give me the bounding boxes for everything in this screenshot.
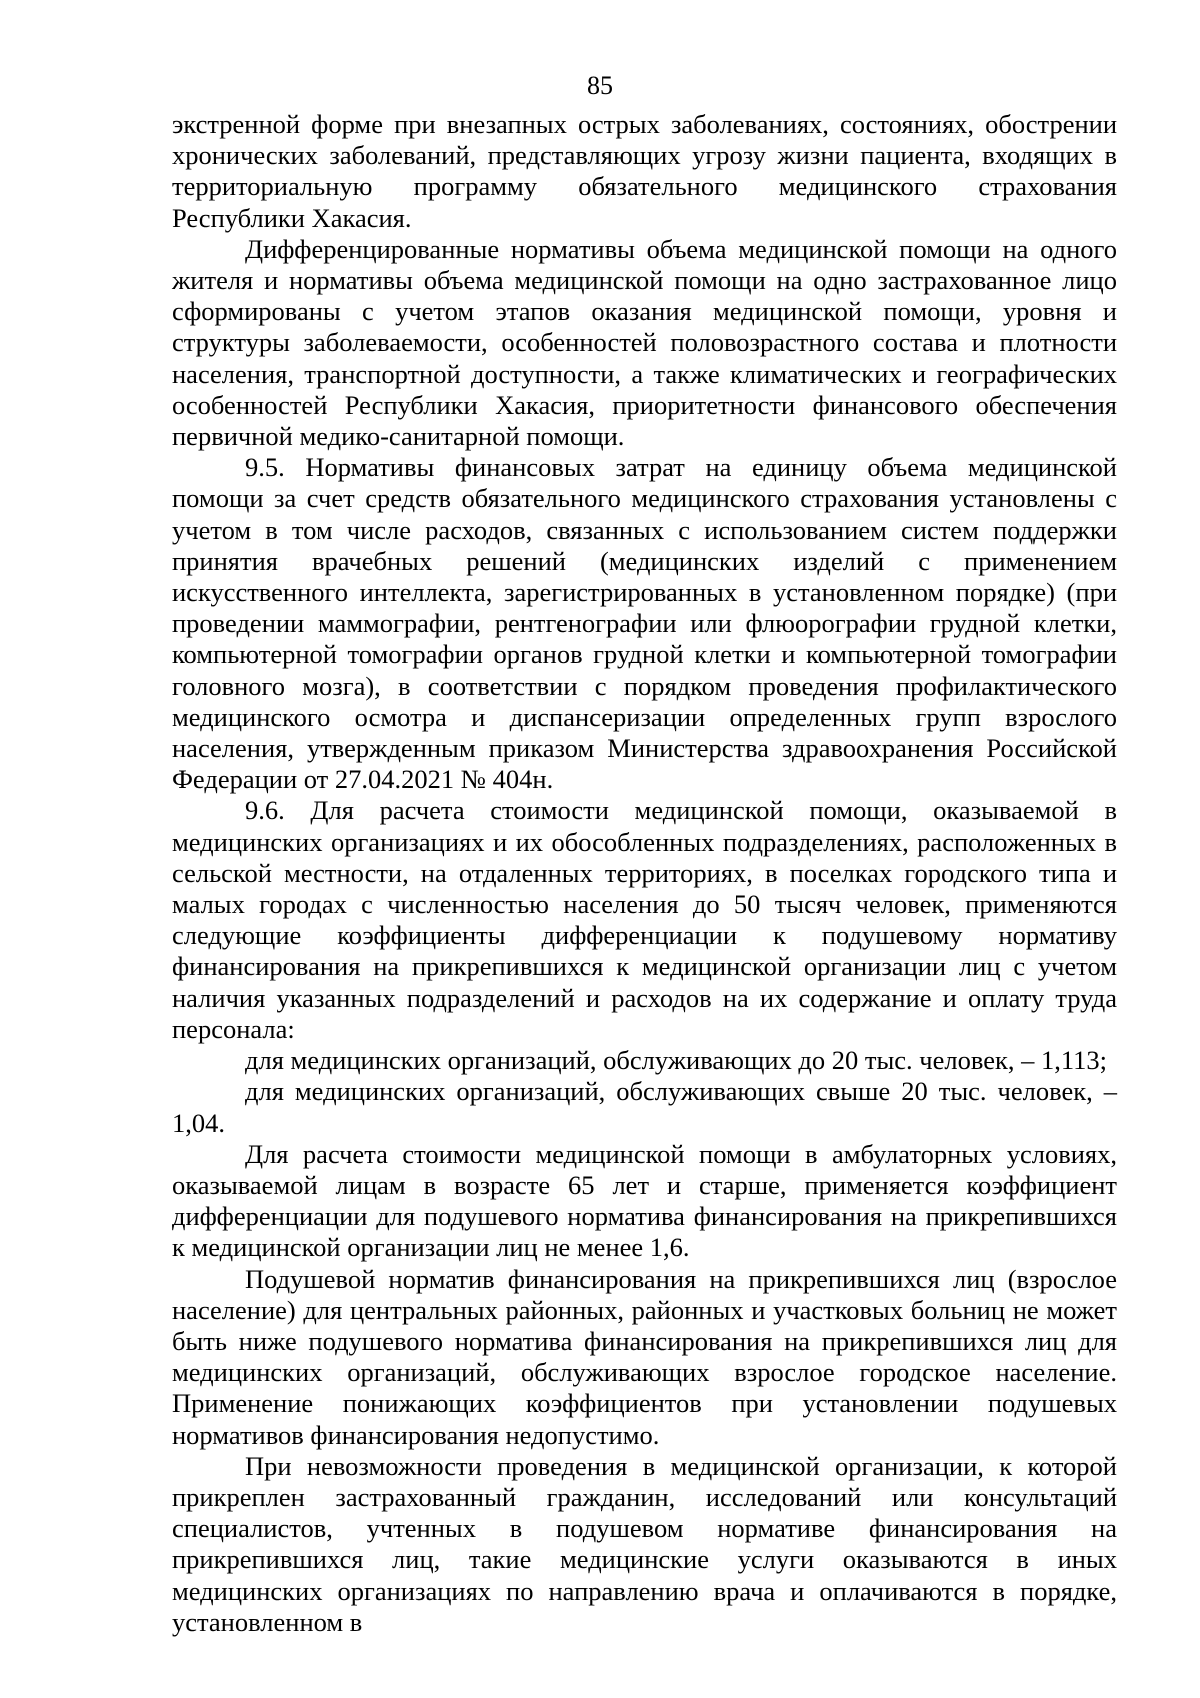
paragraph-differentiated-norms: Дифференцированные нормативы объема медицинской помощи на одного жителя и нормативы объема медицинской помощи на одно застрахованное лицо сформированы с учетом этапов оказания медицинской помощи, уровня и структуры заболеваемости, особенностей половозрастного состава и плотности населения, транспортной доступности, а также климатических и географических особенностей Республики Хакасия, приоритетности финансового обеспечения первичной медико-санитарной помощи. [172,233,1117,452]
paragraph-referral-services: При невозможности проведения в медицинской организации, к которой прикреплен застрахованный гражданин, исследований или консультаций специалистов, учтенных в подушевом нормативе финансирования на прикрепившихся лиц, такие медицинские услуги оказываются в иных медицинских организациях по направлению врача и оплачиваются в порядке, установленном в [172,1450,1117,1637]
page-number: 85 [587,71,613,100]
document-body [172,109,1117,1638]
paragraph-per-capita-norm: Подушевой норматив финансирования на прикрепившихся лиц (взрослое население) для центральных районных, районных и участковых больниц не может быть ниже подушевого норматива финансирования на прикрепившихся лиц для медицинских организаций, обслуживающих взрослое городское население. Применение понижающих коэффициентов при установлении подушевых нормативов финансирования недопустимо. [172,1263,1117,1450]
paragraph-coefficient-up-to-20k: для медицинских организаций, обслуживающих до 20 тыс. человек, – 1,113; [245,1045,1107,1076]
paragraph-emergency-care: экстренной форме при внезапных острых заболеваниях, состояниях, обострении хронических заболеваний, представляющих угрозу жизни пациента, входящих в территориальную программу обязательного медицинского страхования Республики Хакасия. [172,109,1117,233]
paragraph-section-9-5: 9.5. Нормативы финансовых затрат на единицу объема медицинской помощи за счет средств обязательного медицинского страхования установлены с учетом в том числе расходов, связанных с использованием систем поддержки принятия врачебных решений (медицинских изделий с применением искусственного интеллекта, зарегистрированных в установленном порядке) (при проведении маммографии, рентгенографии или флюорографии грудной клетки, компьютерной томографии органов грудной клетки и компьютерной томографии головного мозга), в соответствии с порядком проведения профилактического медицинского осмотра и диспансеризации определенных групп взрослого населения, утвержденным приказом Министерства здравоохранения Российской Федерации от 27.04.2021 № 404н. [172,452,1117,795]
paragraph-section-9-6: 9.6. Для расчета стоимости медицинской помощи, оказываемой в медицинских организациях и их обособленных подразделениях, расположенных в сельской местности, на отдаленных территориях, в поселках городского типа и малых городах с численностью населения до 50 тысяч человек, применяются следующие коэффициенты дифференциации к подушевому нормативу финансирования на прикрепившихся к медицинской организации лиц с учетом наличия указанных подразделений и расходов на их содержание и оплату труда персонала: [172,795,1117,1044]
paragraph-coefficient-over-20k: для медицинских организаций, обслуживающих свыше 20 тыс. человек, – 1,04. [172,1076,1117,1138]
paragraph-elderly-coefficient: Для расчета стоимости медицинской помощи в амбулаторных условиях, оказываемой лицам в возрасте 65 лет и старше, применяется коэффициент дифференциации для подушевого норматива финансирования на прикрепившихся к медицинской организации лиц не менее 1,6. [172,1138,1117,1263]
